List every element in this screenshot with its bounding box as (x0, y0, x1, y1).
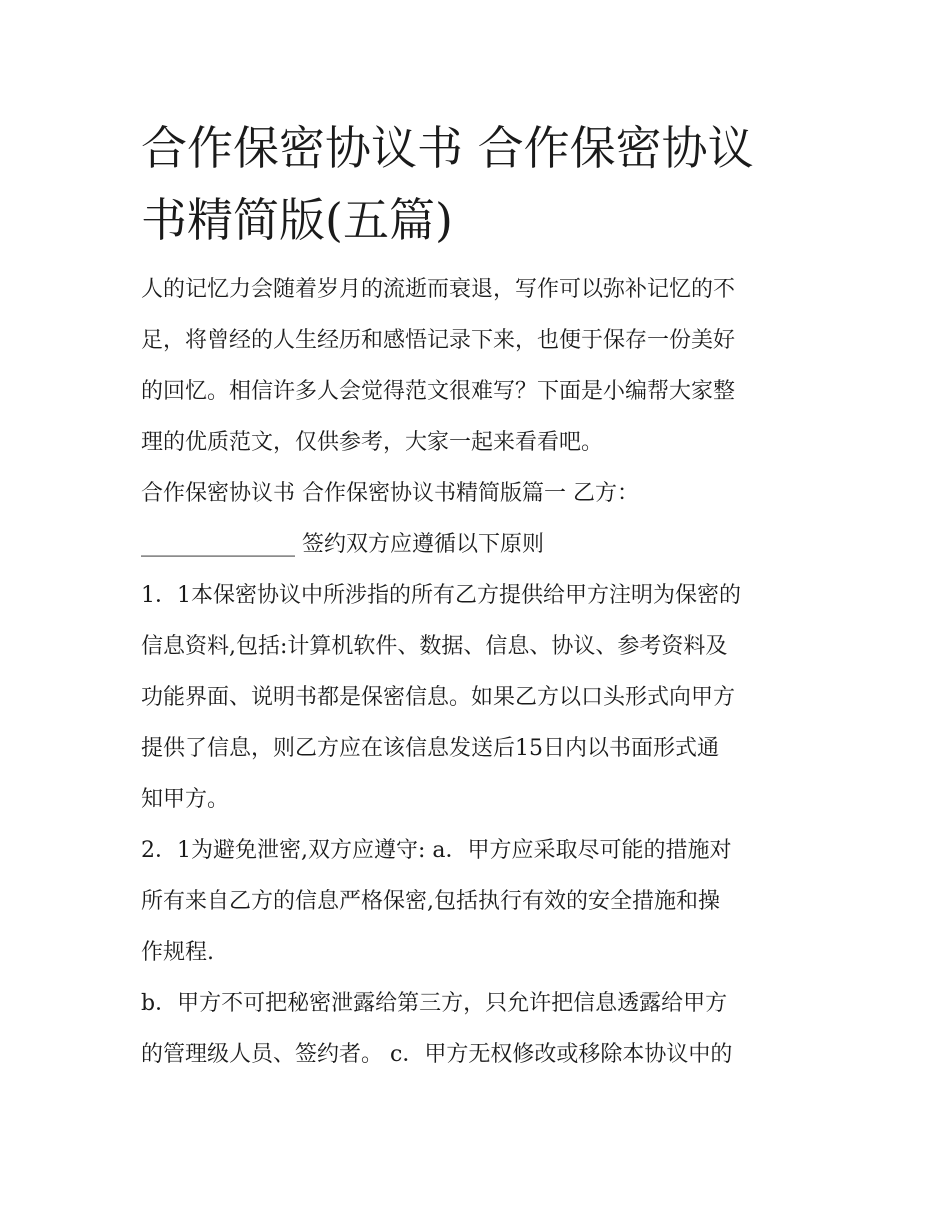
document-body (141, 112, 817, 1080)
section-heading-paragraph (141, 468, 817, 570)
text-line: 足，将曾经的人生经历和感悟记录下来，也便于保存一份美好 (141, 328, 736, 353)
text-line: ______________ 签约双方应遵循以下原则 (141, 532, 544, 557)
clause-2b-paragraph (141, 978, 817, 1080)
intro-paragraph (141, 264, 817, 468)
document-title (141, 112, 817, 256)
title-line: 合作保密协议书 合作保密协议 (141, 121, 754, 175)
text-line: 知甲方。 (141, 787, 230, 812)
text-line: 人的记忆力会随着岁月的流逝而衰退，写作可以弥补记忆的不 (141, 277, 736, 302)
title-line: 书精简版(五篇) (141, 193, 453, 247)
text-line: 提供了信息，则乙方应在该信息发送后15日内以书面形式通 (141, 736, 719, 761)
text-line: 所有来自乙方的信息严格保密,包括执行有效的安全措施和操 (141, 889, 720, 914)
text-line: 信息资料,包括:计算机软件、数据、信息、协议、参考资料及 (141, 634, 728, 659)
text-line: 作规程. (141, 940, 214, 965)
text-line: 1．1本保密协议中所涉指的所有乙方提供给甲方注明为保密的 (141, 583, 741, 608)
clause-2-paragraph (141, 825, 817, 978)
text-line: 2．1为避免泄密,双方应遵守: a．甲方应采取尽可能的措施对 (141, 838, 732, 863)
clause-1-paragraph (141, 570, 817, 825)
text-line: 理的优质范文，仅供参考，大家一起来看看吧。 (141, 430, 604, 455)
text-line: 的回忆。相信许多人会觉得范文很难写？下面是小编帮大家整 (141, 379, 736, 404)
text-line: 合作保密协议书 合作保密协议书精简版篇一 乙方： (141, 481, 639, 506)
text-line: 的管理级人员、签约者。 c．甲方无权修改或移除本协议中的 (141, 1042, 733, 1067)
text-line: 功能界面、说明书都是保密信息。如果乙方以口头形式向甲方 (141, 685, 736, 710)
text-line: b．甲方不可把秘密泄露给第三方，只允许把信息透露给甲方 (141, 991, 728, 1016)
